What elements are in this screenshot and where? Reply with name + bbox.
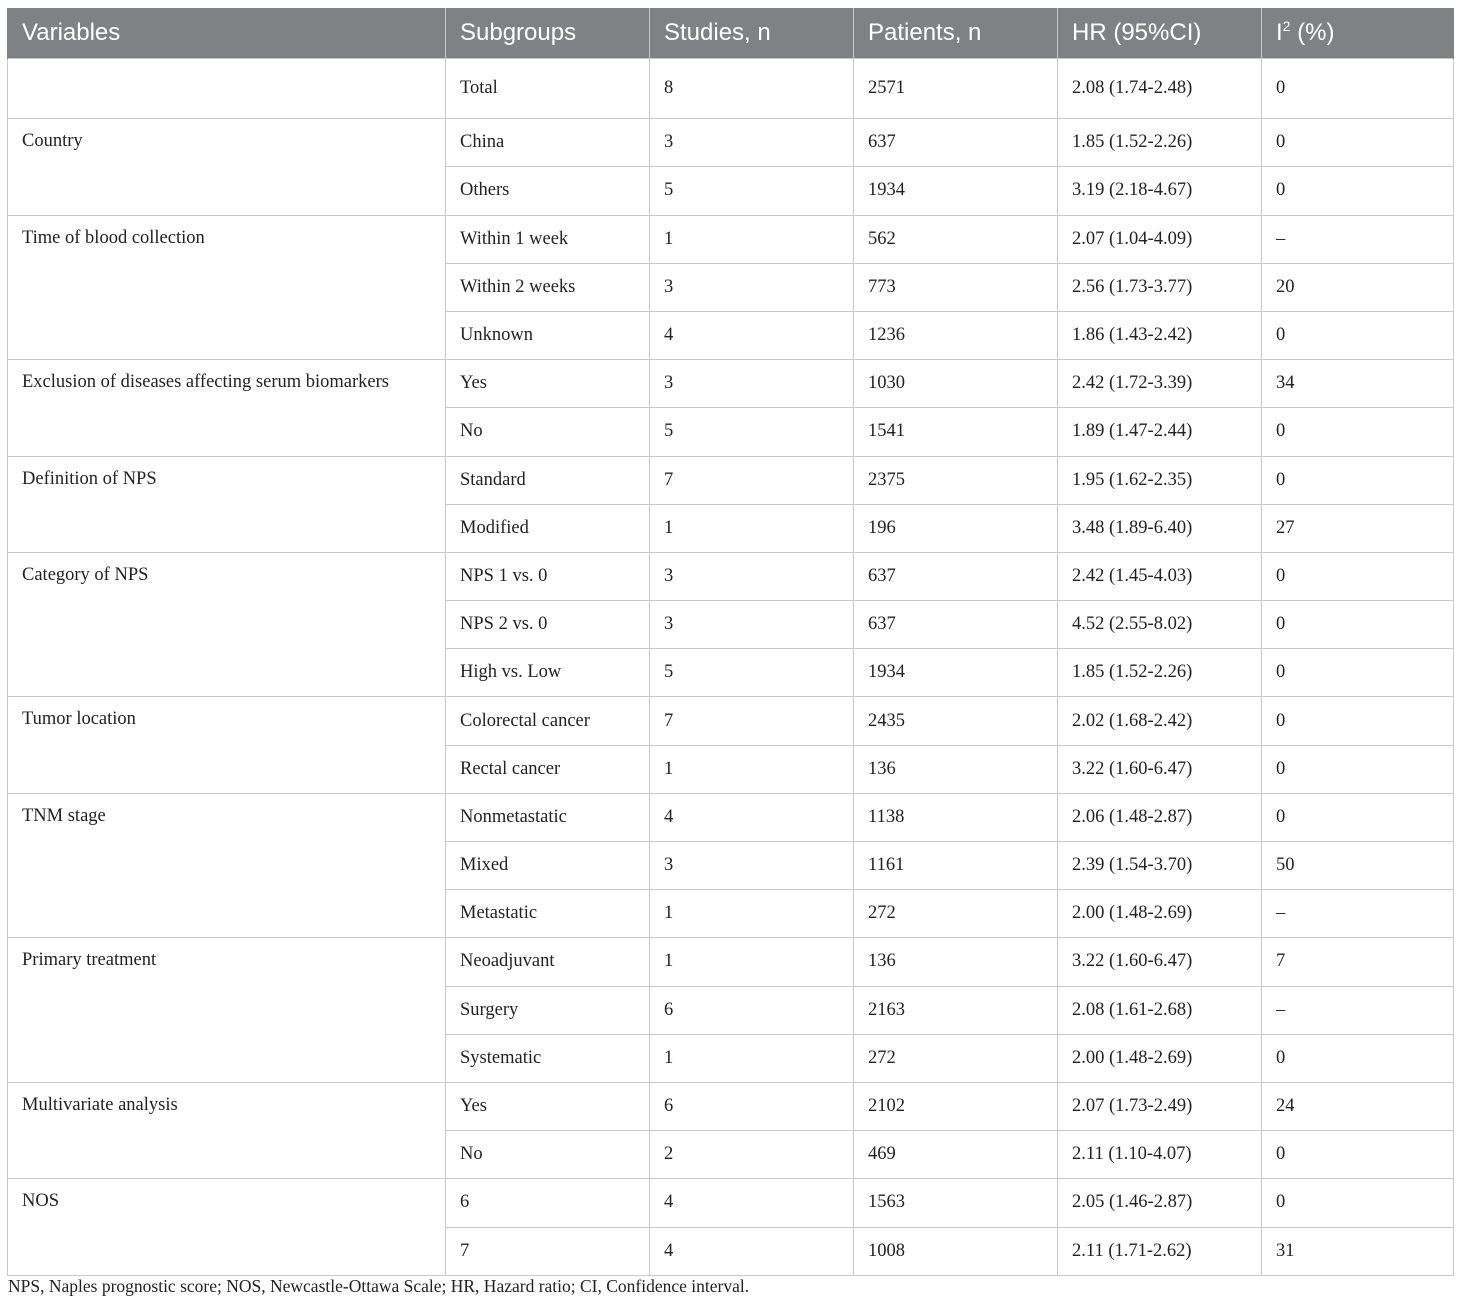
hr-cell: 2.11 (1.71-2.62) xyxy=(1058,1227,1262,1275)
studies-cell: 4 xyxy=(650,1179,854,1227)
patients-cell: 196 xyxy=(854,504,1058,552)
studies-cell: 1 xyxy=(650,938,854,986)
patients-cell: 272 xyxy=(854,1034,1058,1082)
hr-cell: 3.48 (1.89-6.40) xyxy=(1058,504,1262,552)
variable-cell: Country xyxy=(8,119,446,215)
patients-cell: 2435 xyxy=(854,697,1058,745)
studies-cell: 5 xyxy=(650,408,854,456)
i2-cell: 0 xyxy=(1262,119,1454,167)
i2-cell: 50 xyxy=(1262,842,1454,890)
subgroup-cell: 6 xyxy=(446,1179,650,1227)
table-body xyxy=(8,59,1454,1276)
hr-cell: 2.00 (1.48-2.69) xyxy=(1058,1034,1262,1082)
patients-cell: 136 xyxy=(854,938,1058,986)
studies-cell: 7 xyxy=(650,697,854,745)
header-i2-sup: 2 xyxy=(1282,18,1291,34)
patients-cell: 773 xyxy=(854,263,1058,311)
hr-cell: 2.05 (1.46-2.87) xyxy=(1058,1179,1262,1227)
patients-cell: 637 xyxy=(854,119,1058,167)
patients-cell: 1541 xyxy=(854,408,1058,456)
subgroup-cell: Modified xyxy=(446,504,650,552)
studies-cell: 5 xyxy=(650,167,854,215)
studies-cell: 1 xyxy=(650,890,854,938)
i2-cell: 0 xyxy=(1262,1179,1454,1227)
subgroup-cell: No xyxy=(446,1131,650,1179)
patients-cell: 562 xyxy=(854,215,1058,263)
i2-cell: 7 xyxy=(1262,938,1454,986)
variable-cell xyxy=(8,59,446,119)
hr-cell: 2.42 (1.72-3.39) xyxy=(1058,360,1262,408)
header-studies: Studies, n xyxy=(650,8,854,59)
patients-cell: 1236 xyxy=(854,311,1058,359)
i2-cell: 20 xyxy=(1262,263,1454,311)
subgroup-cell: Standard xyxy=(446,456,650,504)
hr-cell: 2.56 (1.73-3.77) xyxy=(1058,263,1262,311)
hr-cell: 2.00 (1.48-2.69) xyxy=(1058,890,1262,938)
header-subgroups: Subgroups xyxy=(446,8,650,59)
table-row xyxy=(8,793,1454,841)
studies-cell: 3 xyxy=(650,601,854,649)
variable-cell: Tumor location xyxy=(8,697,446,793)
patients-cell: 136 xyxy=(854,745,1058,793)
studies-cell: 6 xyxy=(650,986,854,1034)
patients-cell: 272 xyxy=(854,890,1058,938)
table-row xyxy=(8,119,1454,167)
subgroup-cell: High vs. Low xyxy=(446,649,650,697)
subgroup-cell: China xyxy=(446,119,650,167)
i2-cell: 0 xyxy=(1262,649,1454,697)
hr-cell: 3.22 (1.60-6.47) xyxy=(1058,938,1262,986)
table-row xyxy=(8,697,1454,745)
subgroup-cell: Nonmetastatic xyxy=(446,793,650,841)
hr-cell: 2.02 (1.68-2.42) xyxy=(1058,697,1262,745)
i2-cell: 0 xyxy=(1262,408,1454,456)
hr-cell: 3.22 (1.60-6.47) xyxy=(1058,745,1262,793)
patients-cell: 1030 xyxy=(854,360,1058,408)
i2-cell: 0 xyxy=(1262,311,1454,359)
subgroup-analysis-table-container xyxy=(7,8,1453,1276)
studies-cell: 2 xyxy=(650,1131,854,1179)
i2-cell: – xyxy=(1262,215,1454,263)
hr-cell: 2.39 (1.54-3.70) xyxy=(1058,842,1262,890)
subgroup-cell: Within 1 week xyxy=(446,215,650,263)
variable-cell: Exclusion of diseases affecting serum biomarkers xyxy=(8,360,446,456)
variable-cell: NOS xyxy=(8,1179,446,1275)
header-row xyxy=(8,8,1454,59)
subgroup-cell: Unknown xyxy=(446,311,650,359)
patients-cell: 1563 xyxy=(854,1179,1058,1227)
subgroup-cell: Metastatic xyxy=(446,890,650,938)
subgroup-cell: Mixed xyxy=(446,842,650,890)
table-row xyxy=(8,360,1454,408)
hr-cell: 2.08 (1.61-2.68) xyxy=(1058,986,1262,1034)
table-row xyxy=(8,215,1454,263)
i2-cell: 0 xyxy=(1262,59,1454,119)
studies-cell: 4 xyxy=(650,1227,854,1275)
patients-cell: 2163 xyxy=(854,986,1058,1034)
studies-cell: 4 xyxy=(650,311,854,359)
patients-cell: 2571 xyxy=(854,59,1058,119)
studies-cell: 7 xyxy=(650,456,854,504)
patients-cell: 1934 xyxy=(854,649,1058,697)
subgroup-cell: Colorectal cancer xyxy=(446,697,650,745)
i2-cell: – xyxy=(1262,986,1454,1034)
studies-cell: 3 xyxy=(650,842,854,890)
subgroup-cell: Others xyxy=(446,167,650,215)
studies-cell: 3 xyxy=(650,360,854,408)
header-i2 xyxy=(1262,8,1454,59)
table-row xyxy=(8,1082,1454,1130)
i2-cell: 0 xyxy=(1262,697,1454,745)
i2-cell: 0 xyxy=(1262,552,1454,600)
variable-cell: Definition of NPS xyxy=(8,456,446,552)
subgroup-cell: 7 xyxy=(446,1227,650,1275)
hr-cell: 2.11 (1.10-4.07) xyxy=(1058,1131,1262,1179)
i2-cell: 34 xyxy=(1262,360,1454,408)
patients-cell: 1008 xyxy=(854,1227,1058,1275)
i2-cell: 0 xyxy=(1262,793,1454,841)
hr-cell: 1.85 (1.52-2.26) xyxy=(1058,649,1262,697)
studies-cell: 4 xyxy=(650,793,854,841)
hr-cell: 2.42 (1.45-4.03) xyxy=(1058,552,1262,600)
studies-cell: 1 xyxy=(650,504,854,552)
table-row xyxy=(8,1179,1454,1227)
header-hr: HR (95%CI) xyxy=(1058,8,1262,59)
header-variables: Variables xyxy=(8,8,446,59)
table-row xyxy=(8,456,1454,504)
hr-cell: 2.08 (1.74-2.48) xyxy=(1058,59,1262,119)
hr-cell: 1.95 (1.62-2.35) xyxy=(1058,456,1262,504)
hr-cell: 3.19 (2.18-4.67) xyxy=(1058,167,1262,215)
studies-cell: 6 xyxy=(650,1082,854,1130)
patients-cell: 1161 xyxy=(854,842,1058,890)
table-footnote: NPS, Naples prognostic score; NOS, Newcastle-Ottawa Scale; HR, Hazard ratio; CI, Confidence interval. xyxy=(8,1276,750,1296)
hr-cell: 1.86 (1.43-2.42) xyxy=(1058,311,1262,359)
hr-cell: 1.89 (1.47-2.44) xyxy=(1058,408,1262,456)
studies-cell: 1 xyxy=(650,215,854,263)
patients-cell: 2375 xyxy=(854,456,1058,504)
patients-cell: 637 xyxy=(854,601,1058,649)
i2-cell: 0 xyxy=(1262,1131,1454,1179)
i2-cell: – xyxy=(1262,890,1454,938)
variable-cell: TNM stage xyxy=(8,793,446,938)
variable-cell: Time of blood collection xyxy=(8,215,446,360)
subgroup-cell: Yes xyxy=(446,360,650,408)
subgroup-cell: Surgery xyxy=(446,986,650,1034)
studies-cell: 1 xyxy=(650,745,854,793)
studies-cell: 5 xyxy=(650,649,854,697)
hr-cell: 1.85 (1.52-2.26) xyxy=(1058,119,1262,167)
table-row xyxy=(8,59,1454,119)
subgroup-cell: Neoadjuvant xyxy=(446,938,650,986)
hr-cell: 2.07 (1.73-2.49) xyxy=(1058,1082,1262,1130)
variable-cell: Primary treatment xyxy=(8,938,446,1083)
patients-cell: 2102 xyxy=(854,1082,1058,1130)
i2-cell: 0 xyxy=(1262,745,1454,793)
i2-cell: 0 xyxy=(1262,456,1454,504)
subgroup-cell: Systematic xyxy=(446,1034,650,1082)
subgroup-cell: Total xyxy=(446,59,650,119)
subgroup-cell: Rectal cancer xyxy=(446,745,650,793)
header-i2-unit: (%) xyxy=(1290,19,1335,46)
patients-cell: 637 xyxy=(854,552,1058,600)
i2-cell: 0 xyxy=(1262,601,1454,649)
studies-cell: 3 xyxy=(650,552,854,600)
subgroup-cell: NPS 1 vs. 0 xyxy=(446,552,650,600)
header-patients: Patients, n xyxy=(854,8,1058,59)
subgroup-cell: Within 2 weeks xyxy=(446,263,650,311)
i2-cell: 0 xyxy=(1262,1034,1454,1082)
studies-cell: 1 xyxy=(650,1034,854,1082)
hr-cell: 2.06 (1.48-2.87) xyxy=(1058,793,1262,841)
i2-cell: 27 xyxy=(1262,504,1454,552)
i2-cell: 0 xyxy=(1262,167,1454,215)
hr-cell: 2.07 (1.04-4.09) xyxy=(1058,215,1262,263)
header-i2-base: I xyxy=(1276,19,1283,46)
studies-cell: 8 xyxy=(650,59,854,119)
table-header xyxy=(8,8,1454,59)
studies-cell: 3 xyxy=(650,263,854,311)
table-row xyxy=(8,938,1454,986)
patients-cell: 1934 xyxy=(854,167,1058,215)
patients-cell: 1138 xyxy=(854,793,1058,841)
studies-cell: 3 xyxy=(650,119,854,167)
i2-cell: 24 xyxy=(1262,1082,1454,1130)
patients-cell: 469 xyxy=(854,1131,1058,1179)
hr-cell: 4.52 (2.55-8.02) xyxy=(1058,601,1262,649)
i2-cell: 31 xyxy=(1262,1227,1454,1275)
variable-cell: Multivariate analysis xyxy=(8,1082,446,1178)
subgroup-cell: No xyxy=(446,408,650,456)
table-row xyxy=(8,552,1454,600)
subgroup-cell: Yes xyxy=(446,1082,650,1130)
variable-cell: Category of NPS xyxy=(8,552,446,697)
subgroup-analysis-table xyxy=(7,8,1454,1276)
subgroup-cell: NPS 2 vs. 0 xyxy=(446,601,650,649)
